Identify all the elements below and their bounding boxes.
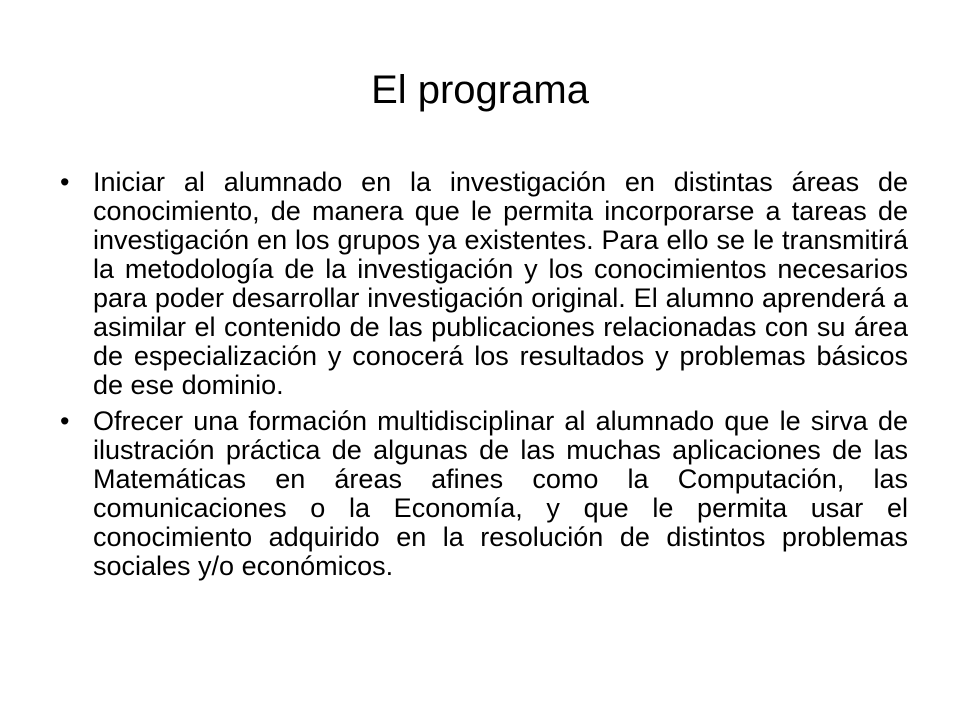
bullet-dot-icon: • bbox=[60, 406, 70, 436]
bullet-item bbox=[60, 407, 908, 581]
slide-title: El programa bbox=[371, 68, 589, 112]
bullet-item bbox=[60, 168, 908, 400]
bullet-text: Ofrecer una formación multidisciplinar al alumnado que le sirva de ilustración práctica de algunas de las muchas aplicaciones de las Matemáticas en áreas afines como la Computación, las comunicaciones o la Economía, y que le permita usar el conocimiento adquirido en la resolución de distintos problemas sociales y/o económicos. bbox=[93, 406, 908, 581]
bullet-list bbox=[60, 168, 908, 588]
bullet-dot-icon: • bbox=[60, 167, 70, 197]
bullet-text: Iniciar al alumnado en la investigación en distintas áreas de conocimiento, de manera que le permita incorporarse a tareas de investigación en los grupos ya existentes. Para ello se le transmitirá la metodología de la investigación y los conocimientos necesarios para poder desarrollar investigación original. El alumno aprenderá a asimilar el contenido de las publicaciones relacionadas con su área de especialización y conocerá los resultados y problemas básicos de ese dominio. bbox=[93, 167, 908, 400]
